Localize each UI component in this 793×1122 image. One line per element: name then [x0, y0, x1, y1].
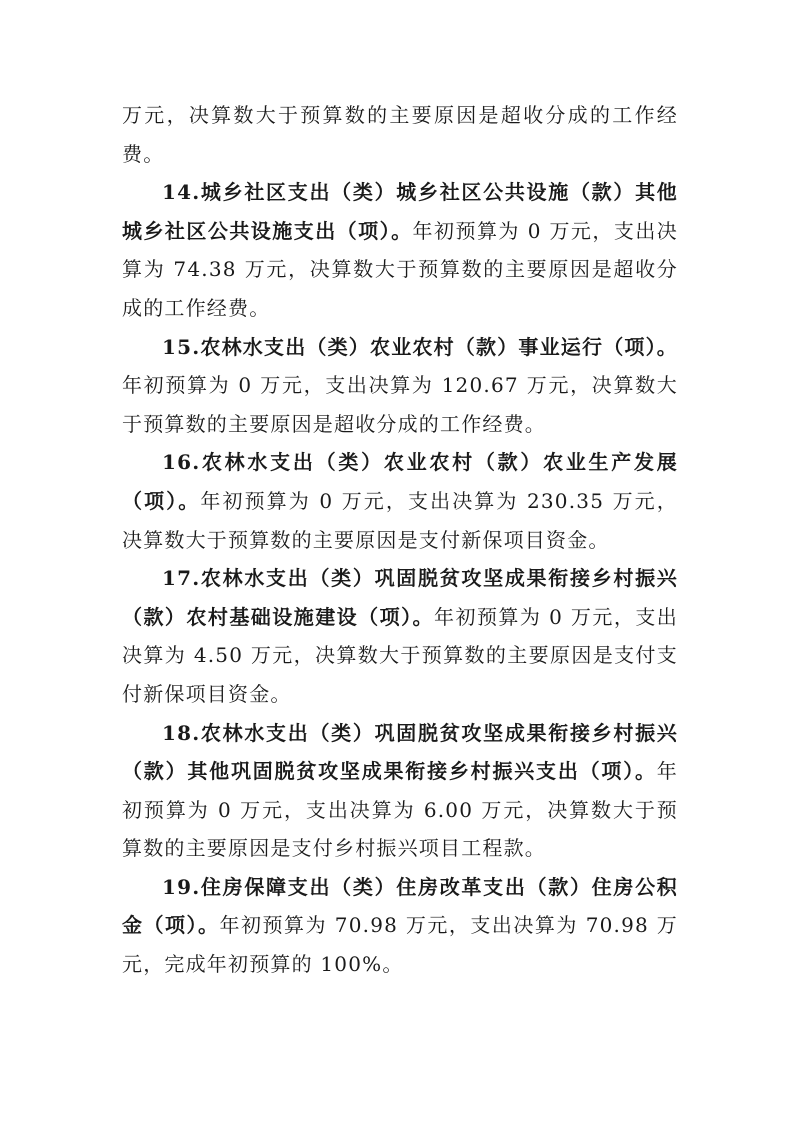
paragraph-item-17 — [122, 559, 678, 713]
paragraph-heading: 16.农林水支出（类）农业农村（款）农业生产发展（项）。 — [122, 450, 678, 513]
paragraph-text: 年初预算为 0 万元，支出决算为 230.35 万元，决算数大于预算数的主要原因是支付新保项目资金。 — [122, 488, 678, 552]
document-body — [122, 96, 678, 984]
paragraph-heading: 15.农林水支出（类）农业农村（款）事业运行（项）。 — [162, 334, 678, 359]
paragraph-heading: 14.城乡社区支出（类）城乡社区公共设施（款）其他城乡社区公共设施支出（项）。 — [122, 180, 678, 243]
paragraph-text: 年初预算为 0 万元，支出决算为 4.50 万元，决算数大于预算数的主要原因是支付支付新保项目资金。 — [122, 604, 678, 706]
paragraph-heading: 18.农林水支出（类）巩固脱贫攻坚成果衔接乡村振兴（款）其他巩固脱贫攻坚成果衔接乡村振兴支出（项）。 — [122, 720, 678, 784]
paragraph-heading: 17.农林水支出（类）巩固脱贫攻坚成果衔接乡村振兴（款）农村基础设施建设（项）。 — [122, 566, 678, 629]
paragraph-item-16 — [122, 443, 678, 559]
paragraph-text: 万元，决算数大于预算数的主要原因是超收分成的工作经费。 — [122, 103, 678, 166]
paragraph-continuation — [122, 96, 678, 173]
paragraph-item-18 — [122, 714, 678, 868]
paragraph-item-15 — [122, 328, 678, 444]
paragraph-text: 年初预算为 0 万元，支出决算为 74.38 万元，决算数大于预算数的主要原因是超收分成的工作经费。 — [122, 218, 678, 320]
paragraph-text: 年初预算为 0 万元，支出决算为 120.67 万元，决算数大于预算数的主要原因是超收分成的工作经费。 — [122, 373, 678, 436]
paragraph-text: 年初预算为 0 万元，支出决算为 6.00 万元，决算数大于预算数的主要原因是支付乡村振兴项目工程款。 — [122, 759, 678, 861]
paragraph-text: 年初预算为 70.98 万元，支出决算为 70.98 万元，完成年初预算的 100%。 — [122, 913, 678, 977]
paragraph-item-14 — [122, 173, 678, 327]
paragraph-heading: 19.住房保障支出（类）住房改革支出（款）住房公积金（项）。 — [122, 874, 678, 938]
paragraph-item-19 — [122, 868, 678, 984]
